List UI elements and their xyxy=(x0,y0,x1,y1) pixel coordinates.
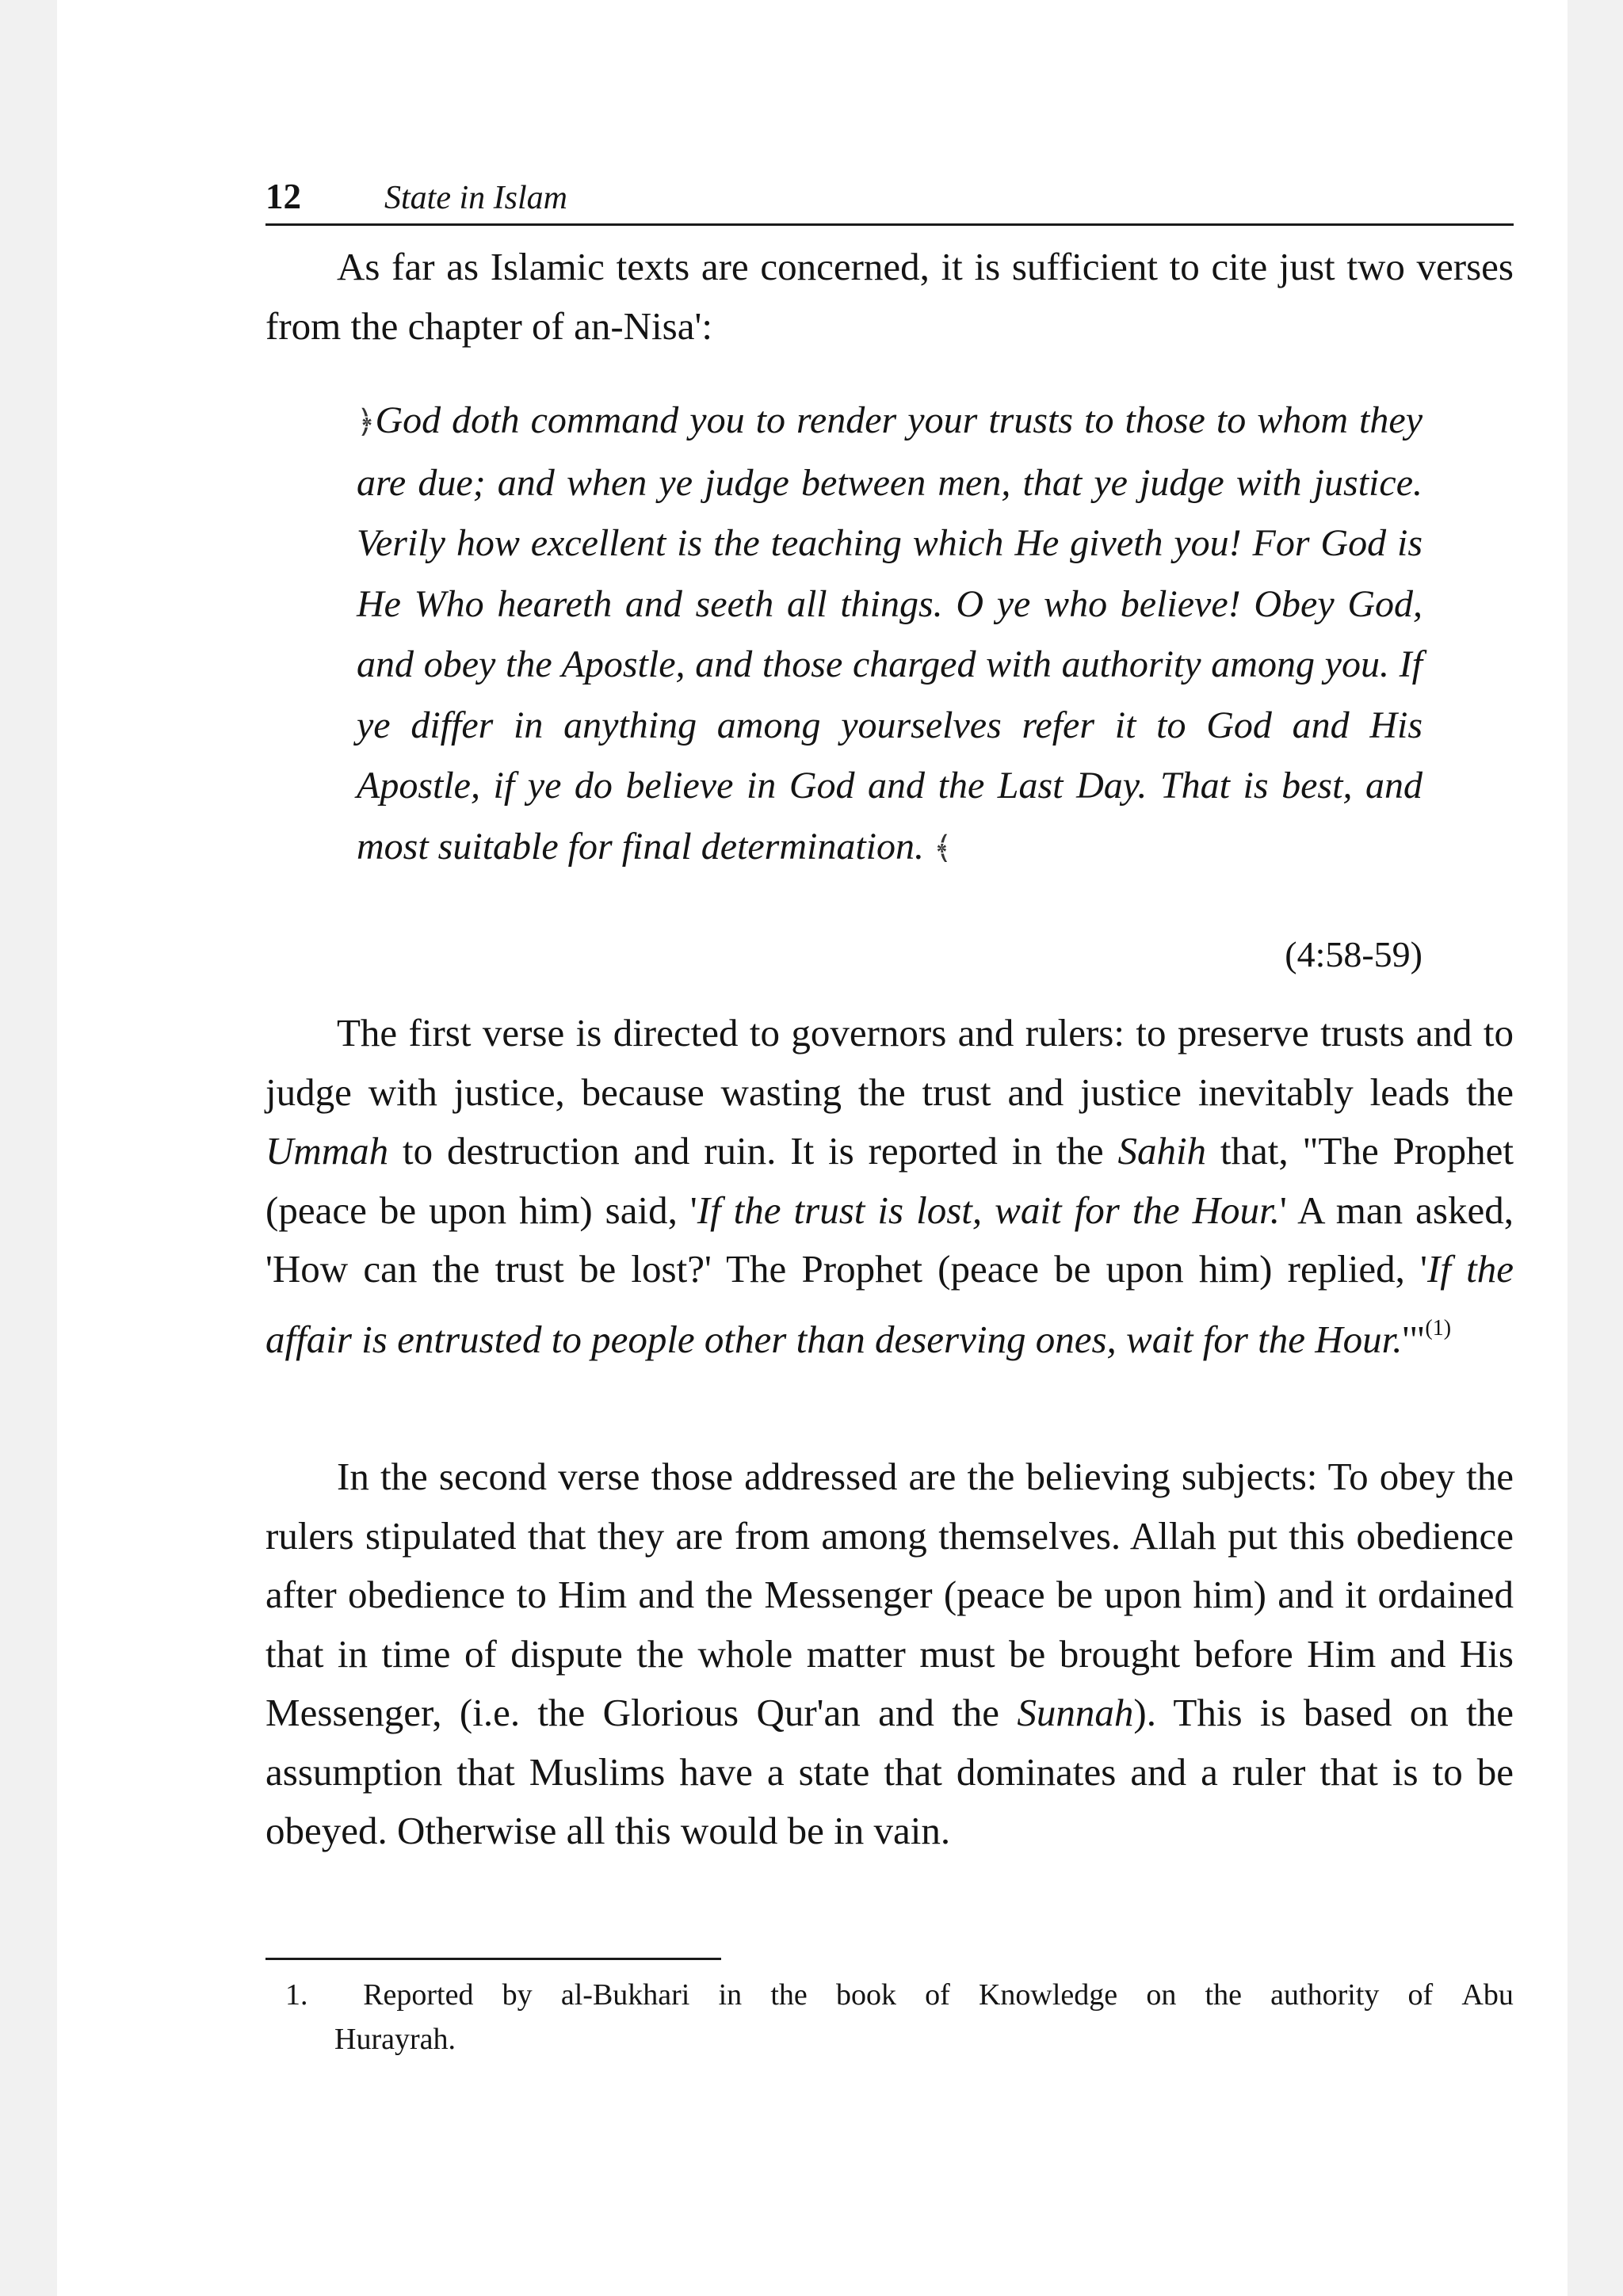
hadith-quote-2: If the affair is entrusted to people other than deserving ones, wait for the Hour. xyxy=(265,1247,1514,1361)
footnote-word: the xyxy=(770,1978,808,2012)
footnote-divider xyxy=(265,1958,721,1960)
footnote-word: Reported xyxy=(363,1978,474,2012)
page-header xyxy=(265,168,1514,226)
hadith-quote-1: If the trust is lost, wait for the Hour. xyxy=(697,1188,1280,1232)
quran-quote xyxy=(357,391,1423,879)
page-number: 12 xyxy=(265,177,301,216)
footnote-reference[interactable]: (1) xyxy=(1425,1315,1452,1341)
term-sahih: Sahih xyxy=(1117,1129,1207,1173)
p2-text-5: '" xyxy=(1402,1317,1426,1361)
footnote-word: on xyxy=(1146,1978,1177,2012)
p2-text-4: ' A man asked, 'How can the trust be lost?' The Prophet (peace be upon him) replied, ' xyxy=(265,1188,1514,1291)
term-sunnah: Sunnah xyxy=(1017,1691,1134,1734)
footnote-word: authority xyxy=(1270,1978,1380,2012)
quote-text: God doth command you to render your trusts to those to whom they are due; and when ye judge between men, that ye judge with justice. Verily how excellent is the teaching which He giveth you! For God is He Who heareth and seeth all things. O ye who believe! Obey God, and obey the Apostle, and those charged with authority among you. If ye differ in anything among yourselves refer it to God and His Apostle, if ye do believe in God and the Last Day. That is best, and most suitable for final determination. xyxy=(357,399,1423,868)
footnote-word: of xyxy=(1407,1978,1434,2012)
footnote-word: al-Bukhari xyxy=(560,1978,690,2012)
footnote-word: in xyxy=(718,1978,743,2012)
open-ornate-bracket: ﴿ xyxy=(357,404,376,440)
p3-text-1: In the second verse those addressed are the believing subjects: To obey the rulers stipulated that they are from among themselves. Allah put this obedience after obedience to Him and the Messenger (peace be upon him) and it ordained that in time of dispute the whole matter must be brought before Him and His Messenger, (i.e. the Glorious Qur'an and the xyxy=(265,1455,1514,1734)
intro-paragraph: As far as Islamic texts are concerned, it is sufficient to cite just two verses from the chapter of an-Nisa': xyxy=(265,245,1514,348)
footnote-word: by xyxy=(502,1978,533,2012)
p2-text-1: The first verse is directed to governors and rulers: to preserve trusts and to judge with justice, because wasting the trust and justice inevitably leads the xyxy=(265,1011,1514,1114)
term-ummah: Ummah xyxy=(265,1129,389,1173)
p2-text-2: to destruction and ruin. It is reported in the xyxy=(388,1129,1118,1173)
footnote-word: book xyxy=(835,1978,896,2012)
verse-reference: (4:58-59) xyxy=(1285,934,1423,974)
footnote-line-2: Hurayrah. xyxy=(334,2023,456,2056)
running-title: State in Islam xyxy=(384,180,567,216)
footnote-line-1 xyxy=(285,1973,1514,2017)
footnote-word: Knowledge xyxy=(978,1978,1118,2012)
p2-text-3: that, "The Prophet (peace be upon him) said, ' xyxy=(265,1129,1514,1232)
footnote xyxy=(285,1973,1514,2061)
paragraph-two xyxy=(265,1004,1514,1369)
paragraph-three xyxy=(265,1447,1514,1861)
footnote-number: 1. xyxy=(285,1978,308,2012)
footnote-word: the xyxy=(1205,1978,1242,2012)
close-ornate-bracket: ﴾ xyxy=(934,830,953,866)
p3-text-2: ). This is based on the assumption that Muslims have a state that dominates and a ruler that is to be obeyed. Otherwise all this would be in vain. xyxy=(265,1691,1514,1852)
footnote-word: Abu xyxy=(1461,1978,1514,2012)
footnote-word: of xyxy=(925,1978,950,2012)
